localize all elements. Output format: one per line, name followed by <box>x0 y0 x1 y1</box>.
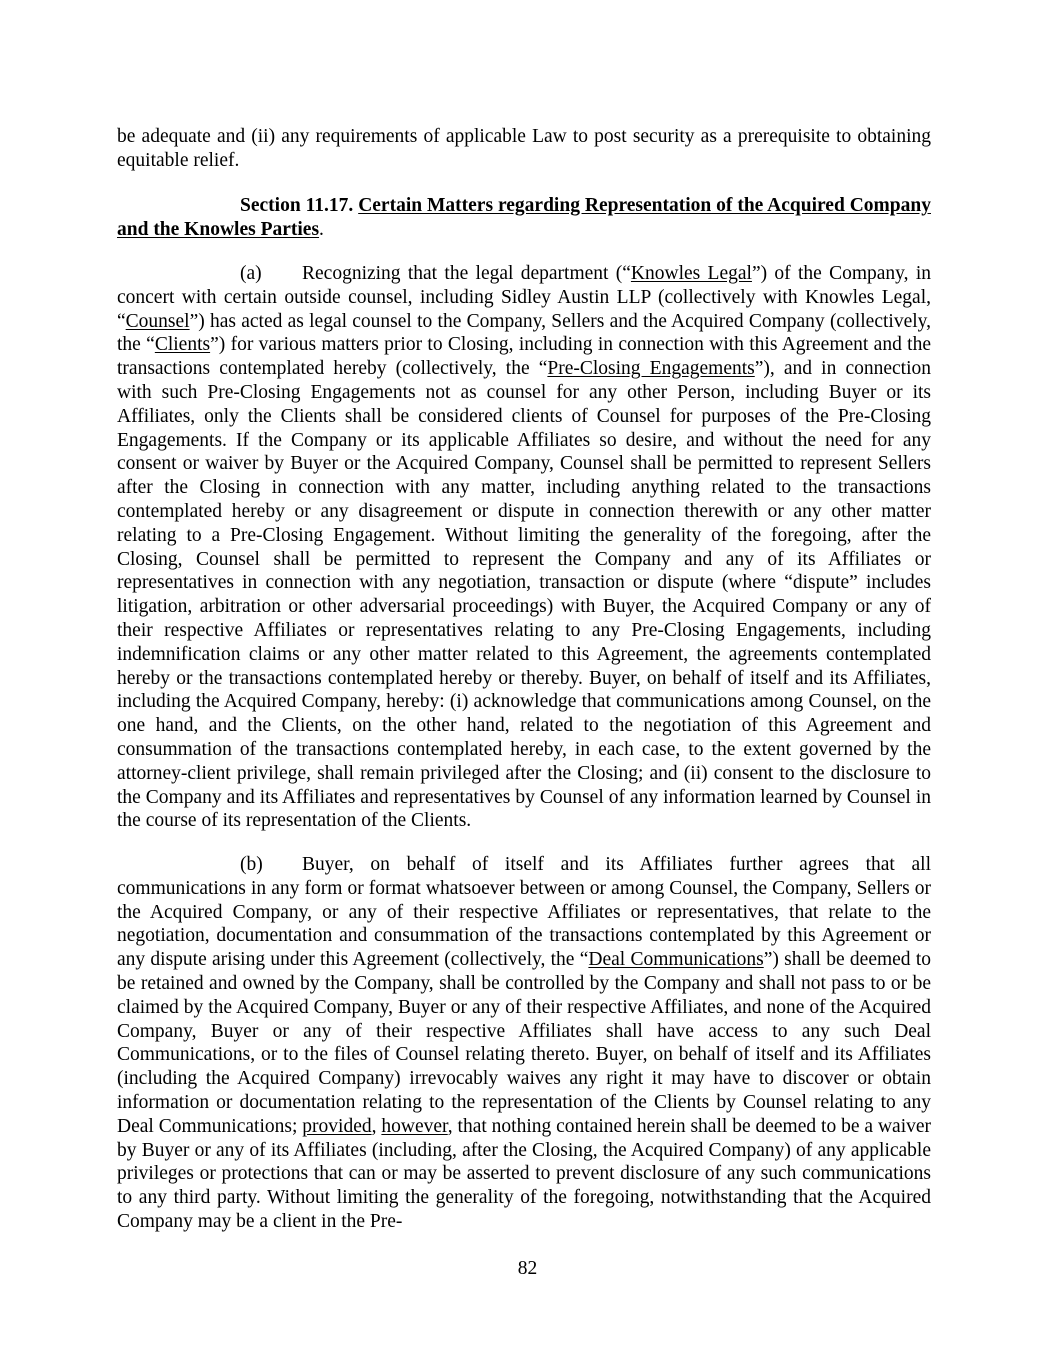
defined-term-counsel: Counsel <box>125 310 190 332</box>
section-title: Certain Matters regarding Representation of the Acquired Company and the Knowles Parties <box>117 195 931 240</box>
paragraph-a-text: Recognizing that the legal department (“ <box>302 263 631 284</box>
paragraph-b-text: Buyer, on behalf of itself and its Affiliates further agrees that all communications in any form or format whatsoever between or among Counsel, the Company, Sellers or the Acquired Company, or any of their respective Affiliates or representatives, that relate to the negotiation, documentation and consummation of the transactions contemplated by this Agreement or any dispute arising under this Agreement (collectively, the “ <box>117 854 931 971</box>
paragraph-a-text: ”) for various matters prior to Closing, including in connection with this Agreement and the transactions contemplated hereby (collectively, the “ <box>117 334 931 380</box>
paragraph-b-text: , that nothing contained herein shall be deemed to be a waiver by Buyer or any of its Affiliates (including, after the Closing, the Acquired Company) of any applicable privileges or protections that can or may be asserted to prevent disclosure of any such communications to any third party. Without limiting the generality of the foregoing, notwithstanding that the Acquired Company may be a client in the Pre- <box>117 1115 932 1232</box>
section-number: Section 11.17. <box>240 195 354 216</box>
defined-term-knowles-legal: Knowles Legal <box>630 263 752 284</box>
paragraph-a-label: (a) <box>240 263 262 284</box>
continuation-text: be adequate and (ii) any requirements of applicable Law to post security as a prerequisite to obtaining equitable relief. <box>117 126 931 171</box>
paragraph-b-label: (b) <box>240 854 263 875</box>
continuation-paragraph <box>117 125 931 173</box>
paragraph-b <box>117 853 931 1234</box>
defined-term-deal-communications: Deal Communications <box>588 949 764 971</box>
page-number: 82 <box>517 1258 538 1279</box>
section-title-period: . <box>319 218 324 240</box>
paragraph-a-text: ”), and in connection with such Pre-Closing Engagements not as counsel for any other Person, including Buyer or its Affiliates, only the Clients shall be considered clients of Counsel for purposes of the Pre-Closing Engagements. If the Company or its applicable Affiliates so desire, and without the need for any consent or waiver by Buyer or the Acquired Company, Counsel shall be permitted to represent Sellers after the Closing in connection with any matter, including anything related to the transactions contemplated hereby or any disagreement or dispute in connection therewith or any other matter relating to a Pre-Closing Engagement. Without limiting the generality of the foregoing, after the Closing, Counsel shall be permitted to represent the Company and any of its Affiliates or representatives in connection with any negotiation, transaction or dispute (where “dispute” includes litigation, arbitration or other adversarial proceedings) with Buyer, the Acquired Company or any of their respective Affiliates or representatives relating to any Pre-Closing Engagements, including indemnification claims or any other matter related to this Agreement, the agreements contemplated hereby or the transactions contemplated hereby or thereby. Buyer, on behalf of itself and its Affiliates, including the Acquired Company, hereby: (i) acknowledge that communications among Counsel, on the one hand, and the Clients, on the other hand, related to the negotiation of this Agreement and consummation of the transactions contemplated hereby, in each case, to the extent governed by the attorney-client privilege, shall remain privileged after the Closing; and (ii) consent to the disclosure to the Company and its Affiliates and representatives by Counsel of any information learned by Counsel in the course of its representation of the Clients. <box>117 358 931 832</box>
defined-term-pre-closing-engagements: Pre-Closing Engagements <box>547 358 755 380</box>
defined-term-clients: Clients <box>154 334 211 356</box>
paragraph-a-text: ”) has acted as legal counsel to the Company, Sellers and the Acquired Company (collectively, the “ <box>117 310 931 356</box>
term-provided: provided <box>302 1115 372 1137</box>
section-heading <box>117 194 931 242</box>
paragraph-a <box>117 262 931 833</box>
paragraph-a-text: ”) of the Company, in concert with certain outside counsel, including Sidley Austin LLP (collectively with Knowles Legal, “ <box>117 263 931 332</box>
paragraph-b-text: , <box>371 1115 382 1137</box>
term-however: however <box>381 1115 448 1137</box>
paragraph-b-text: ”) shall be deemed to be retained and owned by the Company, shall be controlled by the Company and shall not pass to or be claimed by the Acquired Company, Buyer or any of their respective Affiliates, and none of the Acquired Company, Buyer or any of their respective Affiliates shall have access to any such Deal Communications, or to the files of Counsel relating thereto. Buyer, on behalf of itself and its Affiliates (including the Acquired Company) irrevocably waives any right it may have to discover or obtain information or documentation relating to the representation of the Clients by Counsel relating to any Deal Communications; <box>117 949 931 1137</box>
